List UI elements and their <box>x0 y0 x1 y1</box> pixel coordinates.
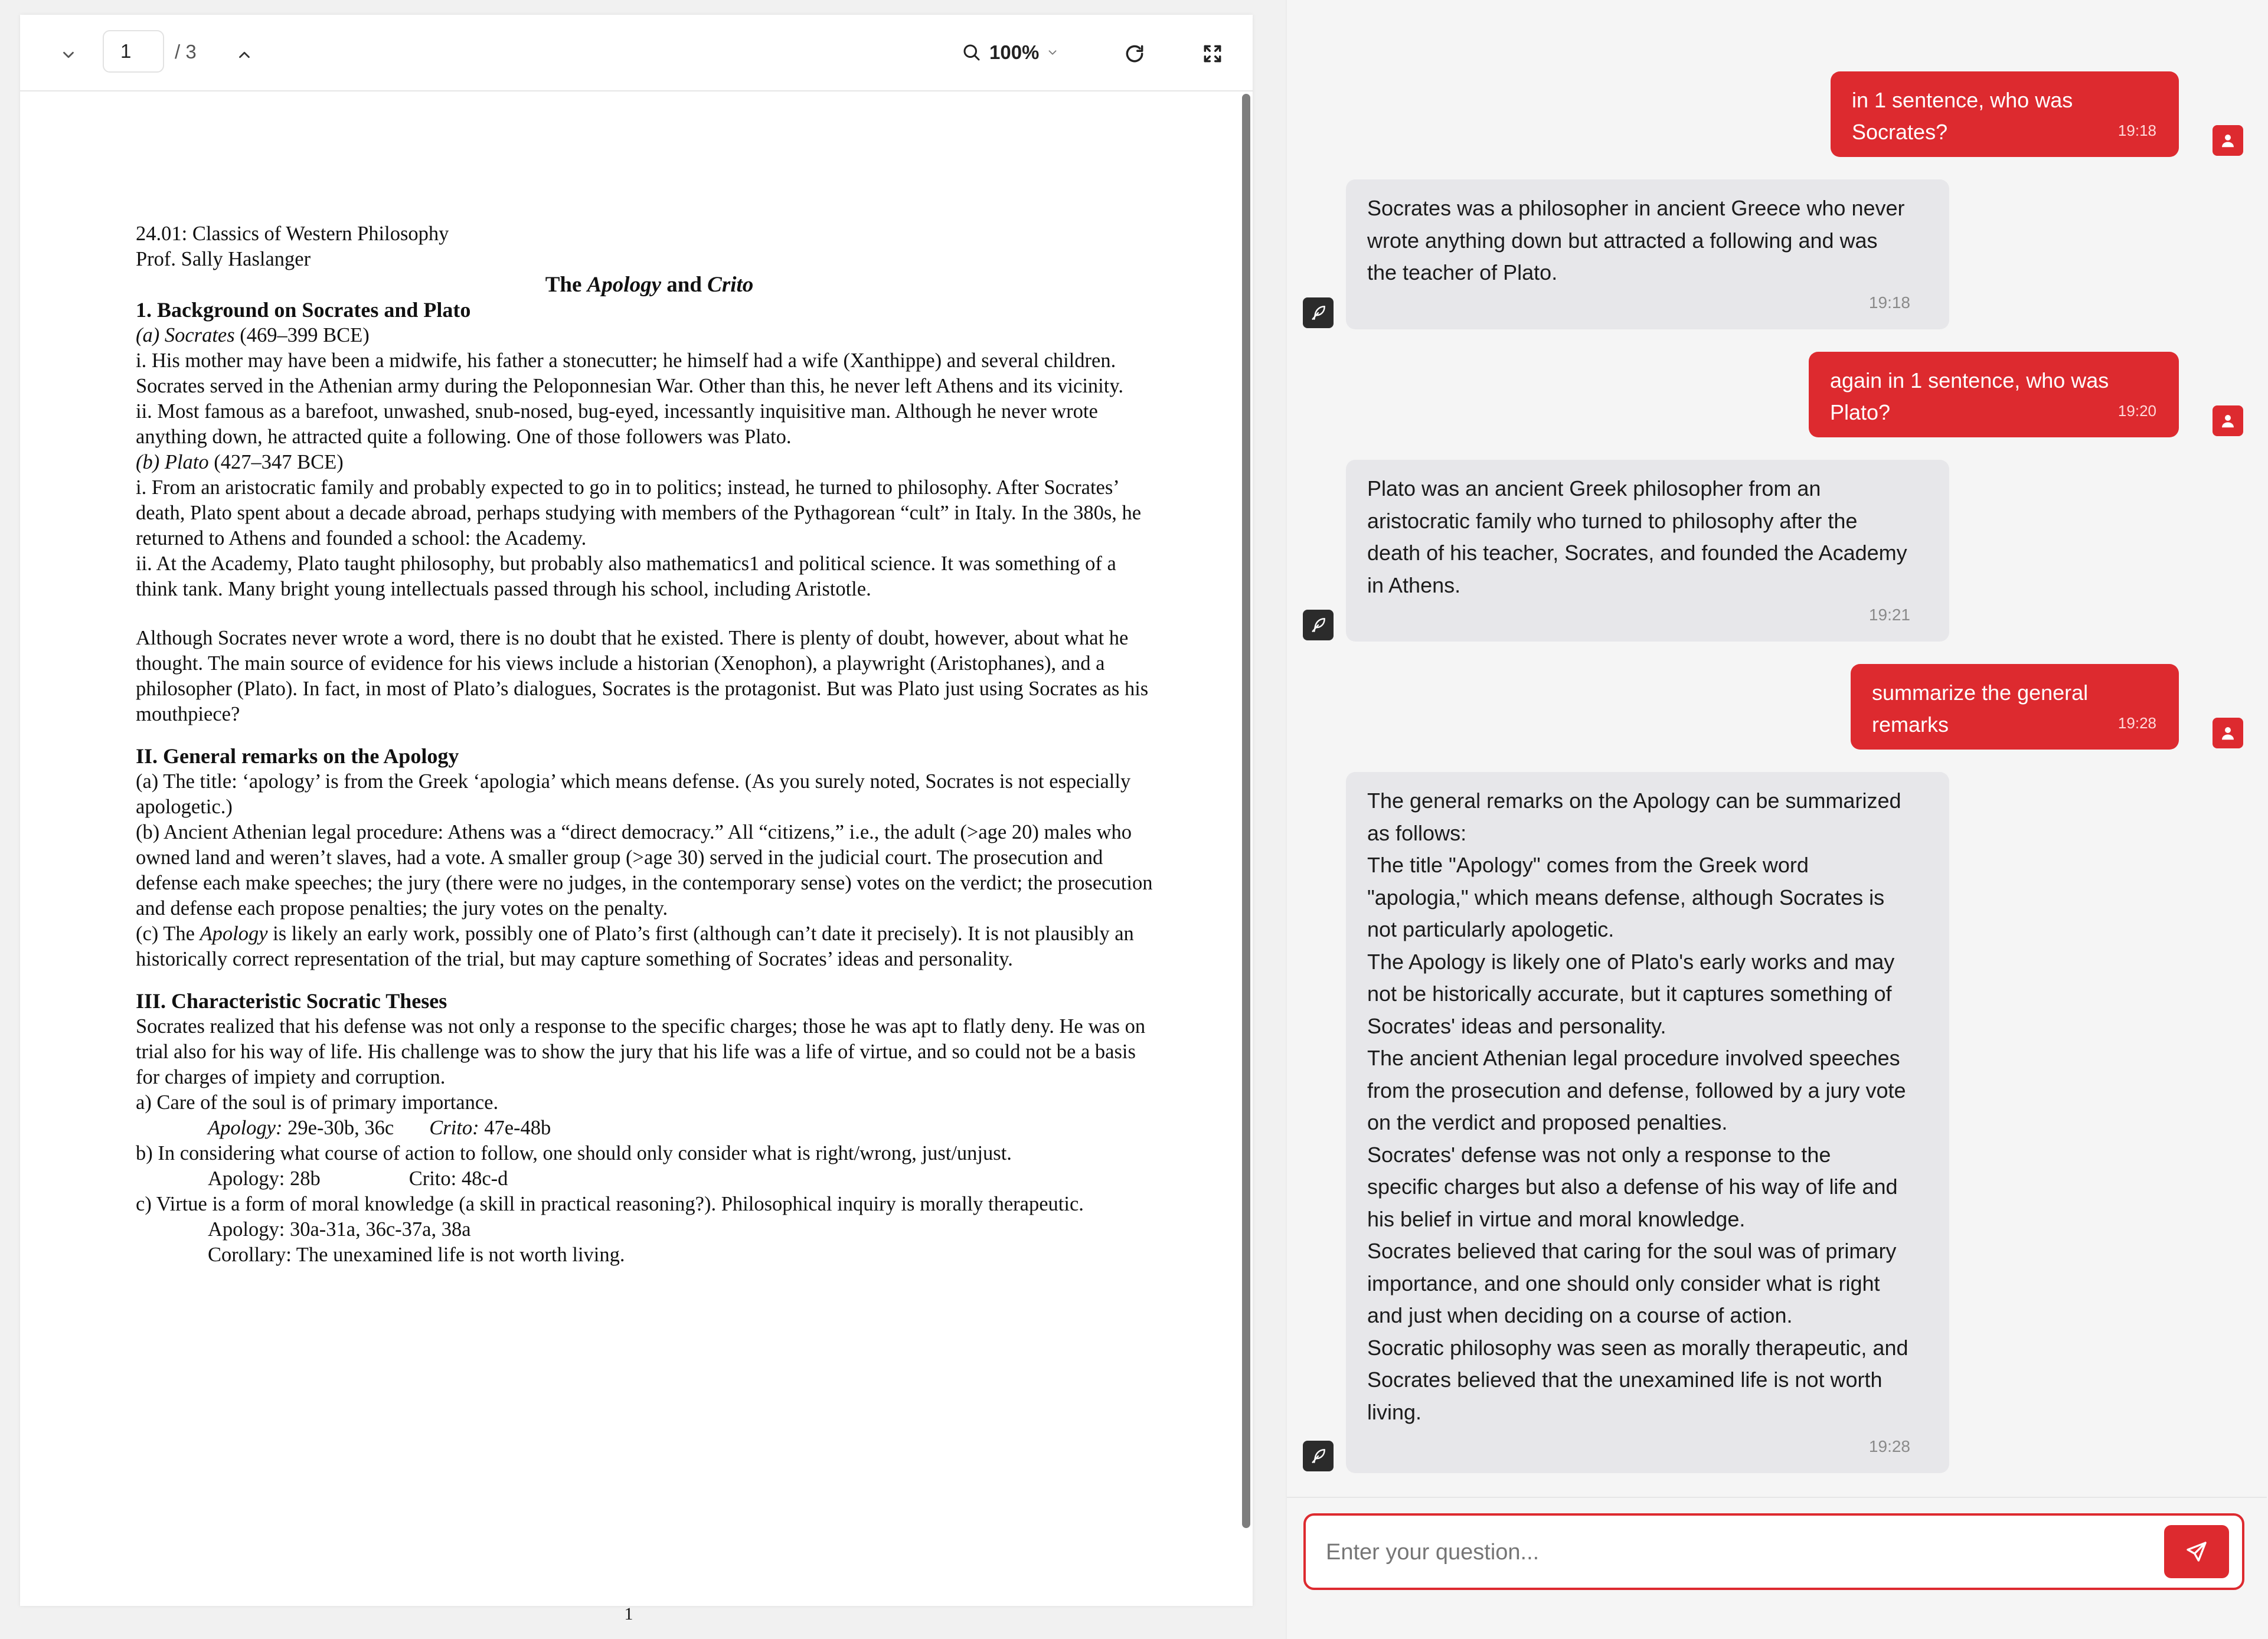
section-heading: II. General remarks on the Apology <box>136 744 459 768</box>
previous-page-button[interactable] <box>51 37 86 73</box>
user-message <box>1831 71 2179 157</box>
message-line: his belief in virtue and moral knowledge. <box>1367 1206 1746 1231</box>
message-time: 19:18 <box>1868 293 1910 312</box>
user-icon <box>2219 724 2237 742</box>
question-composer <box>1303 1513 2244 1590</box>
message-time: 19:18 <box>2117 122 2156 139</box>
list-item: c) Virtue is a form of moral knowledge (a skill in practical reasoning?). Philosophical inquiry is morally therapeutic. <box>136 1193 1084 1215</box>
page-total: / 3 <box>175 41 197 63</box>
message-line: living. <box>1367 1399 1422 1424</box>
paragraph: (b) Ancient Athenian legal procedure: Athens was a “direct democracy.” All “citizens,” i.e., the adult (>age 20) males who owned land and weren’t slaves, had a vote. A smaller group (>age 30) served in the judicial court. The prosecution and defense each make speeches; the jury (there were no judges, in the contemporary sense) votes on the verdict; the prosecution and defense each propose penalties; the jury votes on the penalty. <box>136 821 1153 920</box>
message-text: in 1 sentence, who was Socrates? <box>1852 88 2073 144</box>
chevron-down-icon <box>1046 46 1059 59</box>
user-icon <box>2219 132 2237 149</box>
message-line: specific charges but also a defense of his way of life and <box>1367 1175 1898 1199</box>
message-line: The Apology is likely one of Plato's early works and may <box>1367 949 1895 974</box>
message-line: the teacher of Plato. <box>1367 260 1558 284</box>
zoom-dropdown[interactable] <box>961 36 1059 69</box>
user-icon <box>2219 412 2237 430</box>
paragraph: i. His mother may have been a midwife, his father a stonecutter; he himself had a wife (Xanthippe) and several children. Socrates served in the Athenian army during the Peloponnesian War. Other than this, he never left Athens and its vicinity. <box>136 349 1123 397</box>
user-avatar <box>2213 405 2243 436</box>
fullscreen-icon <box>1201 42 1224 65</box>
paragraph: ii. Most famous as a barefoot, unwashed, snub-nosed, bug-eyed, incessantly inquisitive man. Although he never wrote anything down, he attracted quite a following. One of those followers was Plato. <box>136 400 1098 448</box>
pdf-page <box>20 91 1237 1624</box>
paragraph: Socrates realized that his defense was not only a response to the specific charges; those he was apt to flatly deny. He was on trial also for his way of life. His challenge was to show the jury that his life was a life of virtue, and so could not be a basis for charges of impiety and corruption. <box>136 1015 1146 1088</box>
message-line: as follows: <box>1367 820 1467 845</box>
user-message <box>1809 352 2179 437</box>
user-avatar <box>2213 125 2243 156</box>
message-line: importance, and one should only consider what is right <box>1367 1271 1880 1296</box>
zoom-level: 100% <box>989 41 1040 63</box>
chevron-down-icon <box>60 46 77 64</box>
next-page-button[interactable] <box>227 37 262 73</box>
message-time: 19:28 <box>2117 714 2156 732</box>
assistant-avatar <box>1303 297 1334 328</box>
composer-divider <box>1287 1497 2267 1498</box>
message-line: Socrates believed that the unexamined life is not worth <box>1367 1368 1883 1392</box>
message-line: and just when deciding on a course of action. <box>1367 1303 1793 1327</box>
feather-icon <box>1309 1447 1328 1465</box>
chevron-up-icon <box>236 46 253 64</box>
message-time: 19:28 <box>1868 1437 1910 1455</box>
pdf-viewer <box>20 15 1253 1624</box>
message-line: in Athens. <box>1367 572 1461 597</box>
message-line: aristocratic family who turned to philosophy after the <box>1367 508 1858 533</box>
section-heading: 1. Background on Socrates and Plato <box>136 298 471 322</box>
send-icon <box>2185 1540 2208 1563</box>
message-line: Socrates was a philosopher in ancient Greece who never <box>1367 196 1905 220</box>
professor-name: Prof. Sally Haslanger <box>136 248 311 270</box>
refresh-icon <box>1123 42 1146 65</box>
message-line: Socrates believed that caring for the soul was of primary <box>1367 1239 1897 1263</box>
subsection-heading: (b) Plato (427–347 BCE) <box>136 451 344 473</box>
message-line: not particularly apologetic. <box>1367 917 1615 941</box>
fullscreen-button[interactable] <box>1195 36 1230 71</box>
assistant-message <box>1346 460 1949 642</box>
pdf-toolbar <box>20 15 1253 91</box>
message-line: Plato was an ancient Greek philosopher from an <box>1367 476 1821 500</box>
message-line: Socrates' ideas and personality. <box>1367 1013 1666 1038</box>
message-line: not be historically accurate, but it captures something of <box>1367 982 1892 1006</box>
course-title: 24.01: Classics of Western Philosophy <box>136 223 449 245</box>
paragraph: Although Socrates never wrote a word, there is no doubt that he existed. There is plenty of doubt, however, about what he thought. The main source of evidence for his views include a historian (Xenophon), a playwright (Aristophanes), and a philosopher (Plato). In fact, in most of Plato’s dialogues, Socrates is the protagonist. But was Plato just using Socrates as his mouthpiece? <box>136 627 1149 725</box>
message-line: death of his teacher, Socrates, and founded the Academy <box>1367 541 1907 565</box>
citation: Apology: 28b Crito: 48c-d <box>208 1167 508 1190</box>
message-line: The general remarks on the Apology can be summarized <box>1367 789 1901 813</box>
assistant-message <box>1346 772 1949 1473</box>
message-line: The title "Apology" comes from the Greek word <box>1367 853 1809 877</box>
subsection-heading: (a) Socrates (469–399 BCE) <box>136 324 370 346</box>
message-line: wrote anything down but attracted a following and was <box>1367 228 1878 253</box>
corollary: Corollary: The unexamined life is not worth living. <box>208 1244 625 1266</box>
message-text: summarize the general remarks <box>1872 681 2089 737</box>
message-text: again in 1 sentence, who was Plato? <box>1830 368 2109 424</box>
feather-icon <box>1309 303 1328 322</box>
assistant-avatar <box>1303 1441 1334 1471</box>
search-icon <box>961 42 982 63</box>
message-time: 19:21 <box>1868 605 1910 624</box>
page-number: 1 <box>624 1604 633 1624</box>
paragraph: i. From an aristocratic family and probably expected to go in to politics; instead, he turned to philosophy. After Socrates’ death, Plato spent about a decade abroad, perhaps studying with members of the Pythagorean “cult” in Italy. In the 380s, he returned to Athens and founded a school: the Academy. <box>136 476 1142 549</box>
section-heading: III. Characteristic Socratic Theses <box>136 989 447 1013</box>
scrollbar-thumb[interactable] <box>1242 94 1250 1528</box>
page-number-input[interactable] <box>103 30 164 73</box>
assistant-message <box>1346 179 1949 329</box>
message-time: 19:20 <box>2117 402 2156 420</box>
message-line: Socratic philosophy was seen as morally therapeutic, and <box>1367 1335 1908 1360</box>
message-line: "apologia," which means defense, although Socrates is <box>1367 885 1885 910</box>
user-message <box>1851 664 2179 750</box>
citation: Apology: 29e-30b, 36c Crito: 47e-48b <box>208 1117 551 1139</box>
paragraph: (a) The title: ‘apology’ is from the Greek ‘apologia’ which means defense. (As you surely noted, Socrates is not especially apologetic.) <box>136 770 1131 818</box>
assistant-avatar <box>1303 610 1334 640</box>
list-item: a) Care of the soul is of primary importance. <box>136 1091 499 1114</box>
paragraph: ii. At the Academy, Plato taught philosophy, but probably also mathematics1 and political science. It was something of a think tank. Many bright young intellectuals passed through his school, including Aristotle. <box>136 552 1116 600</box>
question-input[interactable] <box>1325 1532 2142 1572</box>
feather-icon <box>1309 616 1328 634</box>
message-line: on the verdict and proposed penalties. <box>1367 1110 1728 1134</box>
message-line: The ancient Athenian legal procedure involved speeches <box>1367 1046 1900 1070</box>
send-button[interactable] <box>2164 1525 2229 1578</box>
message-line: Socrates' defense was not only a response to the <box>1367 1142 1831 1167</box>
paragraph: (c) The Apology is likely an early work, possibly one of Plato’s first (although can’t date it precisely). It is not plausibly an historically correct representation of the trial, but may capture something of Socrates’ ideas and personality. <box>136 922 1134 970</box>
user-avatar <box>2213 718 2243 748</box>
citation: Apology: 30a-31a, 36c-37a, 38a <box>208 1218 471 1241</box>
list-item: b) In considering what course of action to follow, one should only consider what is right/wrong, just/unjust. <box>136 1142 1012 1164</box>
message-line: from the prosecution and defense, followed by a jury vote <box>1367 1078 1906 1103</box>
reload-button[interactable] <box>1117 36 1152 71</box>
document-title: The Apology and Crito <box>545 273 754 297</box>
